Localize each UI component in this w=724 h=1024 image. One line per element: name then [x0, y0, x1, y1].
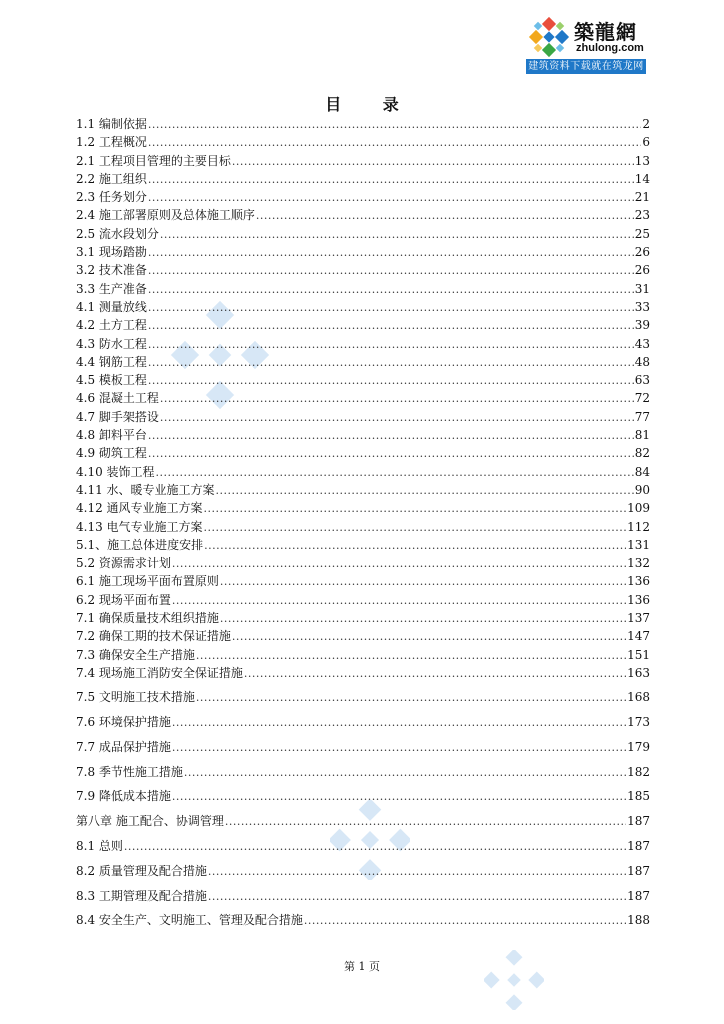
- toc-leader-dots: [204, 520, 627, 534]
- toc-entry-label: 4.5 模板工程: [76, 373, 147, 388]
- toc-leader-dots: [208, 864, 626, 878]
- snowflake-logo-icon: [528, 16, 570, 58]
- toc-entry[interactable]: [76, 787, 650, 812]
- toc-entry[interactable]: [76, 554, 650, 572]
- toc-entry-page: 26: [634, 263, 650, 278]
- toc-entry-label: 8.4 安全生产、文明施工、管理及配合措施: [76, 913, 303, 928]
- logo-tagline: 建筑资料下载就在筑龙网: [526, 59, 646, 74]
- toc-entry-label: 4.13 电气专业施工方案: [76, 519, 203, 534]
- toc-entry-label: 4.11 水、暖专业施工方案: [76, 482, 215, 497]
- toc-entry-label: 5.1、施工总体进度安排: [76, 537, 204, 552]
- toc-entry[interactable]: [76, 316, 650, 334]
- toc-entry-page: 131: [627, 537, 650, 552]
- toc-entry-page: 147: [627, 629, 650, 644]
- toc-entry[interactable]: [76, 426, 650, 444]
- toc-leader-dots: [232, 154, 634, 168]
- toc-entry-page: 81: [634, 428, 650, 443]
- toc-entry[interactable]: [76, 862, 650, 887]
- toc-entry-page: 187: [627, 838, 650, 853]
- toc-entry-label: 2.2 施工组织: [76, 171, 147, 186]
- zhulong-logo: [526, 14, 648, 76]
- toc-entry-label: 8.3 工期管理及配合措施: [76, 888, 207, 903]
- toc-leader-dots: [160, 410, 634, 424]
- toc-entry[interactable]: [76, 837, 650, 862]
- toc-entry-label: 4.8 卸料平台: [76, 428, 147, 443]
- toc-entry[interactable]: [76, 389, 650, 407]
- toc-entry[interactable]: [76, 664, 650, 682]
- toc-leader-dots: [148, 318, 634, 332]
- toc-entry[interactable]: [76, 280, 650, 298]
- toc-entry-label: 4.7 脚手架搭设: [76, 409, 159, 424]
- toc-leader-dots: [220, 574, 626, 588]
- toc-leader-dots: [148, 282, 634, 296]
- logo-name: 築龍網: [574, 20, 637, 44]
- toc-entry-label: 4.12 通风专业施工方案: [76, 501, 203, 516]
- toc-entry-label: 7.1 确保质量技术组织措施: [76, 611, 219, 626]
- toc-entry[interactable]: [76, 188, 650, 206]
- toc-entry[interactable]: [76, 738, 650, 763]
- toc-leader-dots: [124, 839, 626, 853]
- toc-entry-page: 136: [627, 574, 650, 589]
- toc-leader-dots: [232, 629, 626, 643]
- toc-entry[interactable]: [76, 499, 650, 517]
- toc-leader-dots: [148, 263, 634, 277]
- toc-leader-dots: [148, 355, 634, 369]
- toc-entry-label: 1.2 工程概况: [76, 135, 147, 150]
- toc-entry-label: 3.2 技术准备: [76, 263, 147, 278]
- toc-entry-label: 7.9 降低成本措施: [76, 789, 171, 804]
- toc-entry-page: 63: [634, 373, 650, 388]
- toc-entry[interactable]: [76, 536, 650, 554]
- toc-entry-page: 179: [627, 739, 650, 754]
- toc-leader-dots: [196, 648, 626, 662]
- toc-entry-page: 6: [642, 135, 650, 150]
- toc-entry[interactable]: [76, 713, 650, 738]
- toc-leader-dots: [244, 666, 626, 680]
- toc-leader-dots: [148, 172, 634, 186]
- toc-entry-label: 4.3 防水工程: [76, 336, 147, 351]
- toc-leader-dots: [172, 789, 626, 803]
- toc-entry-page: 77: [634, 409, 650, 424]
- toc-entry-label: 7.6 环境保护措施: [76, 715, 171, 729]
- toc-entry[interactable]: [76, 152, 650, 170]
- toc-entry-page: 187: [627, 814, 650, 829]
- toc-entry[interactable]: [76, 115, 650, 133]
- toc-entry-label: 5.2 资源需求计划: [76, 556, 171, 571]
- toc-entry[interactable]: [76, 371, 650, 389]
- toc-leader-dots: [204, 538, 626, 552]
- toc-entry-page: 13: [634, 153, 650, 168]
- toc-entry-page: 136: [627, 592, 650, 607]
- toc-entry-label: 4.2 土方工程: [76, 318, 147, 333]
- toc-entry-page: 168: [627, 690, 650, 705]
- toc-entry[interactable]: [76, 170, 650, 188]
- toc-entry-page: 82: [634, 446, 650, 461]
- toc-entry[interactable]: [76, 463, 650, 481]
- toc-leader-dots: [148, 300, 634, 314]
- toc-entry[interactable]: [76, 444, 650, 462]
- toc-entry[interactable]: [76, 133, 650, 151]
- toc-entry-label: 7.2 确保工期的技术保证措施: [76, 629, 231, 644]
- toc-entry[interactable]: [76, 911, 650, 936]
- toc-entry-page: 23: [634, 208, 650, 223]
- toc-entry-label: 3.1 现场踏勘: [76, 245, 147, 260]
- toc-entry-label: 4.10 装饰工程: [76, 464, 155, 479]
- toc-entry-label: 2.1 工程项目管理的主要目标: [76, 153, 231, 168]
- table-of-contents: [76, 115, 650, 936]
- toc-entry[interactable]: [76, 572, 650, 590]
- toc-leader-dots: [172, 740, 626, 754]
- toc-entry[interactable]: [76, 887, 650, 912]
- toc-entry-page: 188: [627, 913, 650, 928]
- toc-entry-page: 187: [627, 888, 650, 903]
- toc-entry-label: 1.1 编制依据: [76, 117, 147, 131]
- toc-entry-page: 137: [627, 611, 650, 626]
- toc-entry-page: 90: [634, 482, 650, 497]
- toc-entry[interactable]: [76, 225, 650, 243]
- toc-entry[interactable]: [76, 763, 650, 788]
- page-number: 第 1 页: [344, 960, 380, 973]
- toc-leader-dots: [160, 391, 634, 405]
- toc-entry[interactable]: [76, 408, 650, 426]
- toc-entry-page: 2: [642, 117, 650, 131]
- toc-leader-dots: [196, 690, 626, 704]
- toc-entry-label: 6.1 施工现场平面布置原则: [76, 574, 219, 589]
- toc-leader-dots: [148, 337, 634, 351]
- page-title: 目 录: [325, 95, 417, 114]
- toc-leader-dots: [160, 227, 634, 241]
- toc-entry[interactable]: [76, 243, 650, 261]
- toc-entry-label: 7.7 成品保护措施: [76, 739, 171, 754]
- toc-entry-label: 2.3 任务划分: [76, 190, 147, 205]
- toc-leader-dots: [148, 245, 634, 259]
- toc-leader-dots: [148, 373, 634, 387]
- toc-entry-page: 132: [627, 556, 650, 571]
- toc-entry[interactable]: [76, 518, 650, 536]
- toc-entry-page: 43: [634, 336, 650, 351]
- toc-entry[interactable]: [76, 206, 650, 224]
- toc-entry-page: 25: [634, 226, 650, 241]
- toc-entry[interactable]: [76, 353, 650, 371]
- toc-entry-page: 182: [627, 764, 650, 779]
- logo-domain: zhulong.com: [576, 42, 644, 54]
- toc-entry-label: 8.2 质量管理及配合措施: [76, 863, 207, 878]
- toc-entry[interactable]: [76, 591, 650, 609]
- toc-entry[interactable]: [76, 261, 650, 279]
- toc-leader-dots: [304, 913, 626, 927]
- toc-entry-page: 112: [627, 519, 650, 534]
- toc-entry-page: 163: [627, 665, 650, 680]
- toc-entry-page: 14: [634, 171, 650, 186]
- toc-entry-label: 7.4 现场施工消防安全保证措施: [76, 665, 243, 680]
- toc-entry-page: 21: [634, 190, 650, 205]
- toc-entry-label: 8.1 总则: [76, 838, 123, 853]
- toc-leader-dots: [148, 135, 641, 149]
- toc-leader-dots: [148, 446, 634, 460]
- toc-entry-label: 2.5 流水段划分: [76, 226, 159, 241]
- toc-leader-dots: [148, 428, 634, 442]
- toc-leader-dots: [172, 593, 626, 607]
- toc-leader-dots: [184, 765, 626, 779]
- toc-entry-label: 4.4 钢筋工程: [76, 354, 147, 369]
- toc-entry-page: 26: [634, 245, 650, 260]
- toc-entry-page: 33: [634, 299, 650, 314]
- toc-entry[interactable]: [76, 688, 650, 713]
- toc-entry-page: 48: [634, 354, 650, 369]
- toc-entry-page: 72: [634, 391, 650, 406]
- toc-entry-page: 84: [634, 464, 650, 479]
- toc-leader-dots: [172, 715, 626, 729]
- toc-entry-page: 173: [627, 715, 650, 729]
- toc-entry-label: 7.5 文明施工技术措施: [76, 690, 195, 705]
- toc-entry[interactable]: [76, 609, 650, 627]
- toc-entry-label: 7.8 季节性施工措施: [76, 764, 183, 779]
- toc-entry-page: 39: [634, 318, 650, 333]
- toc-entry[interactable]: [76, 481, 650, 499]
- toc-leader-dots: [220, 611, 626, 625]
- toc-entry[interactable]: [76, 335, 650, 353]
- toc-leader-dots: [204, 501, 627, 515]
- toc-leader-dots: [256, 208, 634, 222]
- toc-leader-dots: [148, 117, 641, 131]
- toc-entry-label: 4.9 砌筑工程: [76, 446, 147, 461]
- toc-entry-label: 3.3 生产准备: [76, 281, 147, 296]
- toc-entry-label: 7.3 确保安全生产措施: [76, 647, 195, 662]
- toc-leader-dots: [225, 814, 626, 828]
- toc-leader-dots: [208, 889, 626, 903]
- toc-entry-page: 109: [627, 501, 650, 516]
- toc-entry-page: 151: [627, 647, 650, 662]
- toc-leader-dots: [156, 465, 634, 479]
- toc-entry-page: 185: [627, 789, 650, 804]
- toc-entry-label: 2.4 施工部署原则及总体施工顺序: [76, 208, 255, 223]
- toc-entry-label: 第八章 施工配合、协调管理: [76, 814, 224, 829]
- toc-entry-page: 31: [634, 281, 650, 296]
- toc-entry-page: 187: [627, 863, 650, 878]
- toc-entry[interactable]: [76, 812, 650, 837]
- toc-leader-dots: [172, 556, 626, 570]
- toc-entry[interactable]: [76, 646, 650, 664]
- toc-leader-dots: [148, 190, 634, 204]
- toc-entry-label: 4.6 混凝土工程: [76, 391, 159, 406]
- toc-entry-label: 6.2 现场平面布置: [76, 592, 171, 607]
- toc-entry[interactable]: [76, 298, 650, 316]
- toc-leader-dots: [216, 483, 634, 497]
- toc-entry-label: 4.1 测量放线: [76, 299, 147, 314]
- toc-entry[interactable]: [76, 627, 650, 645]
